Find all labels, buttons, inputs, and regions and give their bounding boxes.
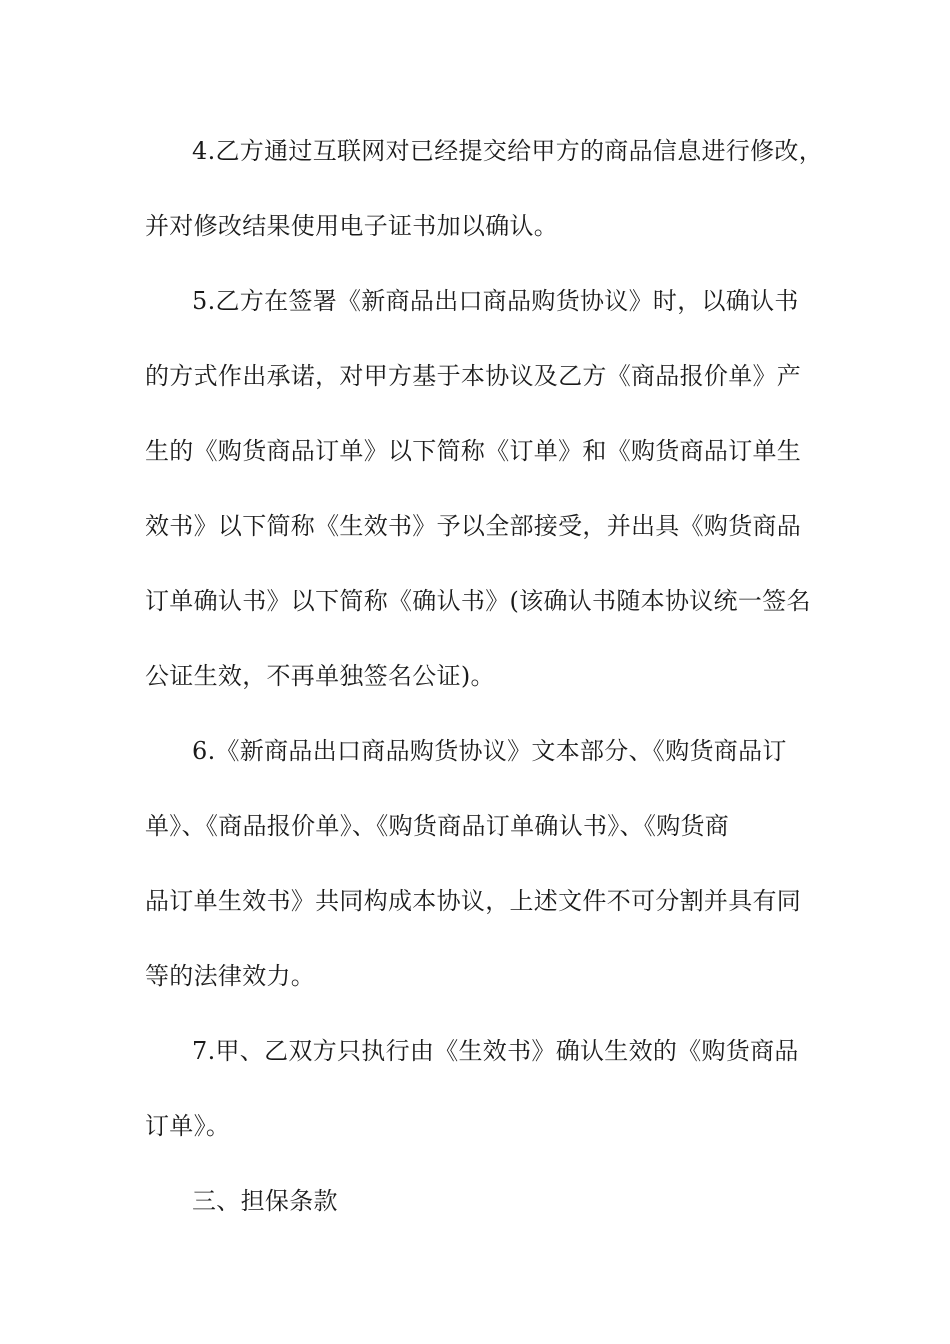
clause-5-line-1: 5.乙方在签署《新商品出口商品购货协议》时，以确认书 bbox=[192, 287, 799, 315]
section-heading-guarantee: 三、担保条款 bbox=[192, 1187, 338, 1215]
clause-5-line-5: 订单确认书》以下简称《确认书》(该确认书随本协议统一签名 bbox=[145, 587, 811, 615]
clause-4-line-1: 4.乙方通过互联网对已经提交给甲方的商品信息进行修改， bbox=[192, 137, 823, 165]
clause-5-line-6: 公证生效，不再单独签名公证)。 bbox=[145, 662, 495, 690]
clause-4-line-2: 并对修改结果使用电子证书加以确认。 bbox=[145, 212, 559, 240]
clause-5-line-3: 生的《购货商品订单》以下简称《订单》和《购货商品订单生 bbox=[145, 437, 802, 465]
clause-6-line-2: 单》、《商品报价单》、《购货商品订单确认书》、《购货商 bbox=[145, 812, 730, 840]
clause-7-line-2: 订单》。 bbox=[145, 1112, 231, 1140]
clause-6-line-3: 品订单生效书》共同构成本协议，上述文件不可分割并具有同 bbox=[145, 887, 802, 915]
clause-6-line-1: 6.《新商品出口商品购货协议》文本部分、《购货商品订 bbox=[192, 737, 787, 765]
clause-7-line-1: 7.甲、乙双方只执行由《生效书》确认生效的《购货商品 bbox=[192, 1037, 799, 1065]
clause-5-line-2: 的方式作出承诺，对甲方基于本协议及乙方《商品报价单》产 bbox=[145, 362, 802, 390]
clause-6-line-4: 等的法律效力。 bbox=[145, 962, 316, 990]
clause-5-line-4: 效书》以下简称《生效书》予以全部接受，并出具《购货商品 bbox=[145, 512, 802, 540]
